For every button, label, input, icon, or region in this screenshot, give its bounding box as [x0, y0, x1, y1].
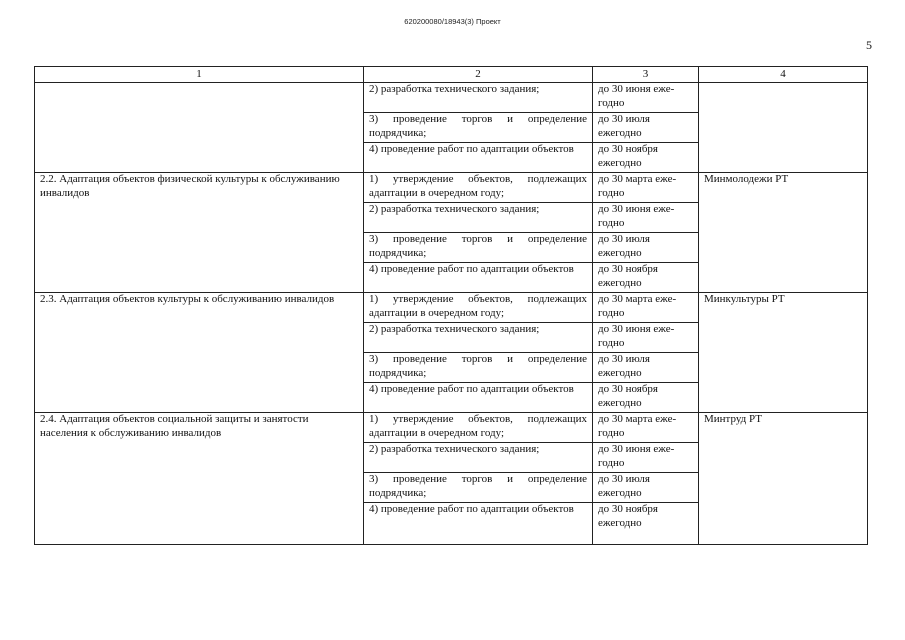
step-cell: 2) разработка технического задания; [364, 443, 593, 473]
column-header: 1 [35, 67, 364, 83]
deadline-cell: до 30 июля ежегодно [593, 353, 699, 383]
deadline-cell: до 30 ноября ежегодно [593, 263, 699, 293]
step-cell: 1) утверждение объектов, подлежащих адаптации в очередном году; [364, 173, 593, 203]
deadline-cell: до 30 ноября ежегодно [593, 143, 699, 173]
column-header: 4 [699, 67, 868, 83]
column-header: 3 [593, 67, 699, 83]
deadline-cell: до 30 марта еже-годно [593, 293, 699, 323]
step-cell: 3) проведение торгов и определение подрядчика; [364, 113, 593, 143]
step-cell: 2) разработка технического задания; [364, 83, 593, 113]
responsible-cell: Минтруд РТ [699, 413, 868, 545]
step-cell: 3) проведение торгов и определение подрядчика; [364, 473, 593, 503]
deadline-cell: до 30 июля ежегодно [593, 233, 699, 263]
page-number: 5 [866, 38, 872, 52]
table-row [35, 413, 868, 443]
deadline-cell: до 30 ноября ежегодно [593, 503, 699, 545]
step-cell: 4) проведение работ по адаптации объектов [364, 143, 593, 173]
deadline-cell: до 30 марта еже-годно [593, 413, 699, 443]
task-cell: 2.4. Адаптация объектов социальной защиты и занятости населения к обслуживанию инвалидов [35, 413, 364, 545]
step-cell: 4) проведение работ по адаптации объектов [364, 263, 593, 293]
column-header: 2 [364, 67, 593, 83]
responsible-cell: Минкультуры РТ [699, 293, 868, 413]
step-cell: 3) проведение торгов и определение подрядчика; [364, 353, 593, 383]
step-cell: 4) проведение работ по адаптации объектов [364, 383, 593, 413]
table-row [35, 83, 868, 113]
deadline-cell: до 30 июля ежегодно [593, 473, 699, 503]
deadline-cell: до 30 июня еже-годно [593, 443, 699, 473]
deadline-cell: до 30 июня еже-годно [593, 203, 699, 233]
step-cell: 1) утверждение объектов, подлежащих адаптации в очередном году; [364, 293, 593, 323]
step-cell: 4) проведение работ по адаптации объектов [364, 503, 593, 545]
deadline-cell: до 30 марта еже-годно [593, 173, 699, 203]
step-cell: 2) разработка технического задания; [364, 323, 593, 353]
table-header-row [35, 67, 868, 83]
step-cell: 3) проведение торгов и определение подрядчика; [364, 233, 593, 263]
task-cell-continued [35, 83, 364, 173]
deadline-cell: до 30 июня еже-годно [593, 83, 699, 113]
responsible-cell: Минмолодежи РТ [699, 173, 868, 293]
responsible-cell-continued [699, 83, 868, 173]
deadline-cell: до 30 ноября ежегодно [593, 383, 699, 413]
task-cell: 2.2. Адаптация объектов физической культуры к обслуживанию инвалидов [35, 173, 364, 293]
document-header-code: 620200080/18943(3) Проект [404, 17, 501, 26]
step-cell: 2) разработка технического задания; [364, 203, 593, 233]
step-cell: 1) утверждение объектов, подлежащих адаптации в очередном году; [364, 413, 593, 443]
deadline-cell: до 30 июля ежегодно [593, 113, 699, 143]
task-cell: 2.3. Адаптация объектов культуры к обслуживанию инвалидов [35, 293, 364, 413]
table-row [35, 293, 868, 323]
measures-table [34, 66, 868, 545]
deadline-cell: до 30 июня еже-годно [593, 323, 699, 353]
table-row [35, 173, 868, 203]
